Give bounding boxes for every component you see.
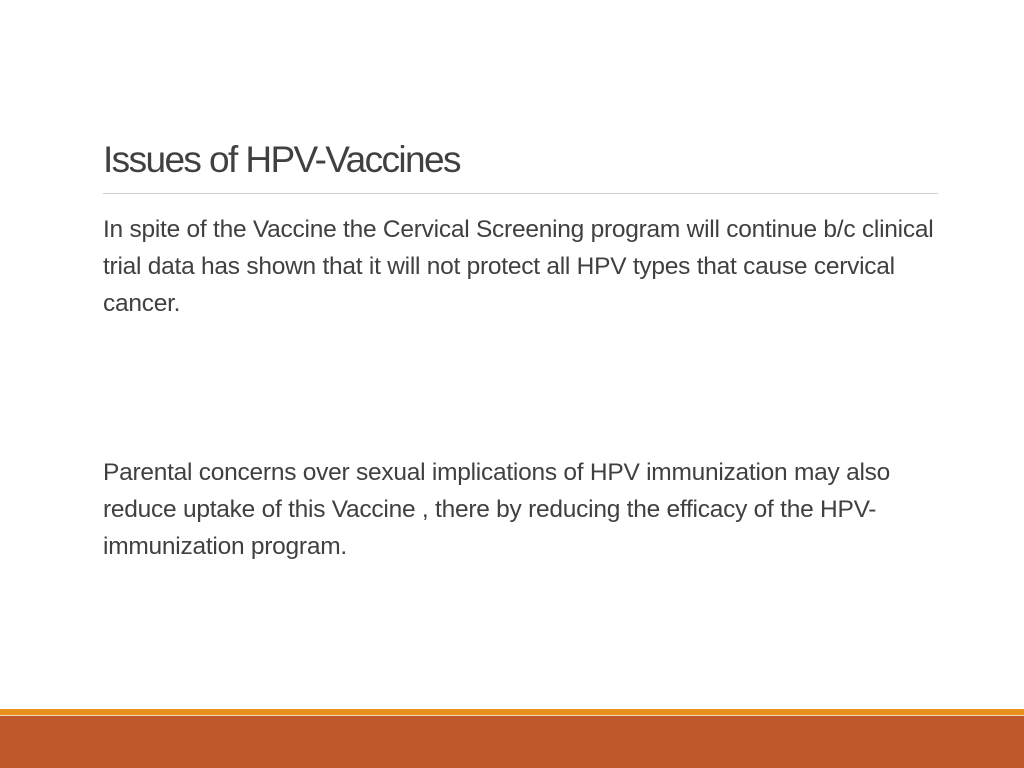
footer-band [0,716,1024,768]
title-divider [103,193,938,194]
body-paragraph-1: In spite of the Vaccine the Cervical Screening program will continue b/c clinical trial data has shown that it will not protect all HPV types that cause cervical cancer. [103,216,934,317]
body-paragraph-2: Parental concerns over sexual implications of HPV immunization may also reduce uptake of this Vaccine , there by reducing the efficacy of the HPV-immunization program. [103,459,891,560]
slide-title: Issues of HPV-Vaccines [103,139,460,180]
